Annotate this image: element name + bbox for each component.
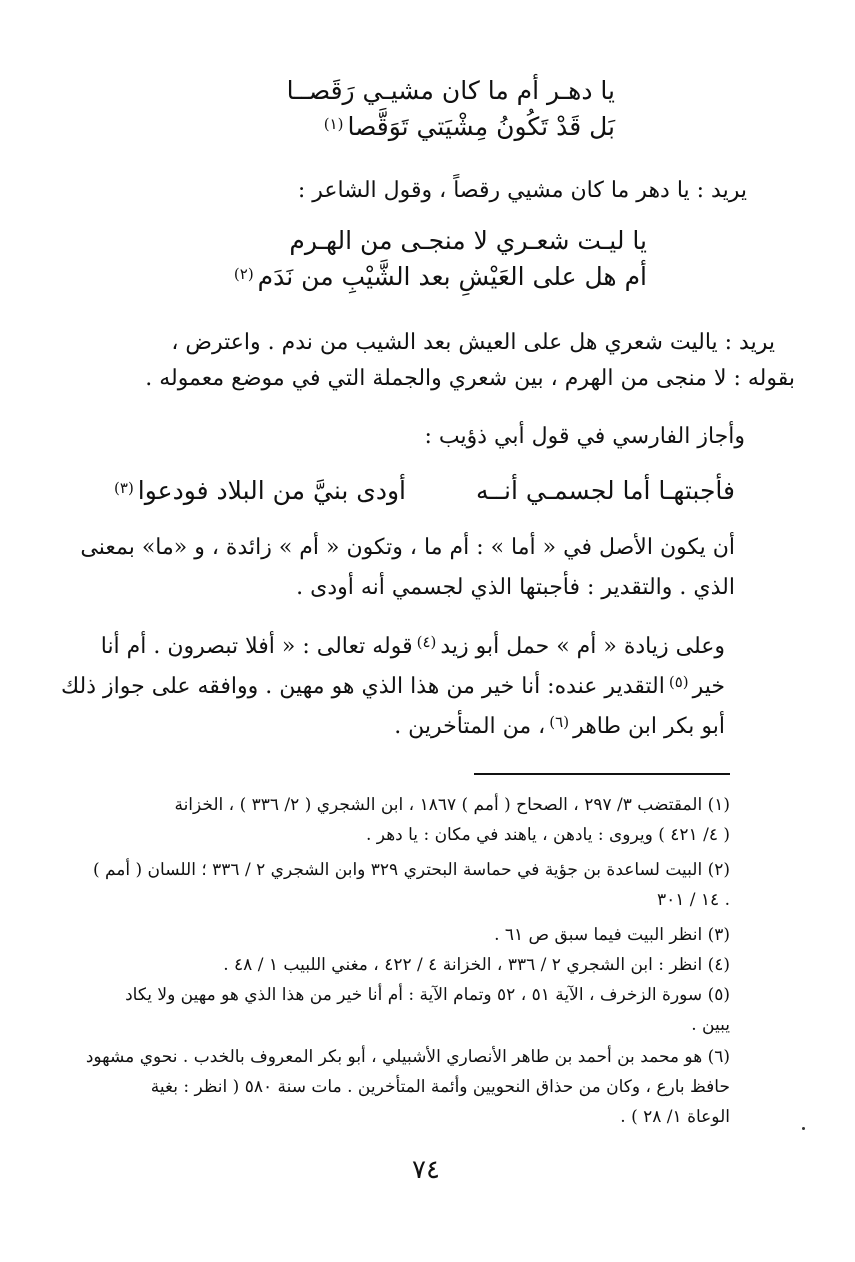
verse-3-first-hemistich: فأجبتهـا أما لجسمـي أنــه xyxy=(476,476,735,505)
footnote-text: (٤) انظر : ابن الشجري ٢ / ٣٣٦ ، الخزانة ٤ / ٤٢٢ ، مغني اللبيب ١ / ٤٨ . xyxy=(223,955,730,975)
paragraph-4-line-1 xyxy=(80,535,735,560)
verse-1-first-hemistich xyxy=(287,76,615,105)
footnote-2-line-2 xyxy=(657,890,730,910)
paragraph-4-line-2 xyxy=(296,575,735,600)
footnote-5-line-2 xyxy=(691,1015,730,1035)
footnote-2-line-1 xyxy=(93,860,730,880)
scan-speck xyxy=(802,1127,805,1130)
footnote-text: (١) المقتضب ٣/ ٢٩٧ ، الصحاح ( أمم ) ١٨٦٧ ، ابن الشجري ( ٢/ ٣٣٦ ) ، الخزانة xyxy=(174,795,730,815)
verse-text: بَل قَدْ تَكُونُ مِشْيَتي تَوَقَّصا xyxy=(347,112,615,141)
footnote-ref-4: (٤) xyxy=(416,633,437,651)
paragraph-text: بقوله : لا منجى من الهرم ، بين شعري والجملة التي في موضع معموله . xyxy=(145,366,795,391)
paragraph-text: أن يكون الأصل في « أما » : أم ما ، وتكون « أم » زائدة ، و «ما» بمعنى xyxy=(80,535,735,560)
footnote-3 xyxy=(494,925,730,945)
paragraph-1 xyxy=(298,178,747,203)
footnote-separator xyxy=(474,773,730,775)
verse-text: يا ليـت شعـري لا منجـى من الهـرم xyxy=(289,226,647,255)
footnote-ref-5: (٥) xyxy=(668,673,689,691)
verse-2-first-hemistich xyxy=(289,226,647,255)
footnote-6-line-3 xyxy=(620,1107,730,1127)
footnote-5-line-1 xyxy=(125,985,730,1005)
paragraph-text: يريد : يا دهر ما كان مشيي رقصاً ، وقول الشاعر : xyxy=(297,178,747,203)
footnote-1-line-1 xyxy=(174,795,730,815)
page-number: ٧٤ xyxy=(412,1155,440,1185)
paragraph-text: قوله تعالى : « أفلا تبصرون . أم أنا xyxy=(100,634,413,659)
footnote-text: (٦) هو محمد بن أحمد بن طاهر الأنصاري الأشبيلي ، أبو بكر المعروف بالخدب . نحوي مشهود xyxy=(85,1047,730,1067)
footnote-ref-3: (٣) xyxy=(114,479,134,497)
footnote-text: ١٤ / ٣٠١ . xyxy=(656,890,730,910)
paragraph-text: ، من المتأخرين . xyxy=(394,714,546,739)
footnote-6-line-1 xyxy=(86,1047,730,1067)
footnote-4 xyxy=(223,955,730,975)
footnote-ref-1: (١) xyxy=(323,115,344,133)
verse-2-second-hemistich xyxy=(230,262,647,291)
footnote-ref-2: (٢) xyxy=(233,265,254,283)
paragraph-text: وعلى زيادة « أم » حمل أبو زيد xyxy=(440,634,725,659)
paragraph-text: خير xyxy=(692,674,725,699)
paragraph-text: وأجاز الفارسي في قول أبي ذؤيب : xyxy=(424,424,745,449)
verse-text: أم هل على العَيْشِ بعد الشَّيْبِ من نَدَم xyxy=(257,262,647,291)
footnote-text: ( ٤/ ٤٢١ ) ويروى : يادهن ، ياهند في مكان : يا دهر . xyxy=(366,825,730,845)
paragraph-5-line-1 xyxy=(101,633,725,659)
paragraph-2-line-1 xyxy=(171,330,775,355)
footnote-text: (٣) انظر البيت فيما سبق ص ٦١ . xyxy=(494,925,730,945)
footnote-6-line-2 xyxy=(151,1077,730,1097)
verse-text: يا دهـر أم ما كان مشيـي رَقَصــا xyxy=(286,76,615,105)
paragraph-2-line-2 xyxy=(145,366,795,391)
verse-3-second-hemistich: أودى بنيَّ من البلاد فودعوا xyxy=(137,476,406,505)
footnote-ref-6: (٦) xyxy=(549,713,570,731)
footnote-text: (٢) البيت لساعدة بن جؤية في حماسة البحتري ٣٢٩ وابن الشجري ٢ / ٣٣٦ ؛ اللسان ( أمم ) xyxy=(92,860,730,880)
paragraph-5-line-2 xyxy=(61,673,725,699)
paragraph-text: الذي . والتقدير : فأجبتها الذي لجسمي أنه أودى . xyxy=(296,575,735,600)
footnote-text: حافظ بارع ، وكان من حذاق النحويين وأئمة المتأخرين . مات سنة ٥٨٠ ( انظر : بغية xyxy=(150,1077,730,1097)
paragraph-text: أبو بكر ابن طاهر xyxy=(573,714,725,739)
footnote-text: يبين . xyxy=(691,1015,730,1035)
verse-3 xyxy=(110,476,735,505)
paragraph-text: التقدير عنده: أنا خير من هذا الذي هو مهين . ووافقه على جواز ذلك xyxy=(61,674,665,699)
paragraph-text: يريد : ياليت شعري هل على العيش بعد الشيب من ندم . واعترض ، xyxy=(171,330,775,355)
paragraph-5-line-3 xyxy=(394,713,725,739)
footnote-text: الوعاة ١/ ٢٨ ) . xyxy=(620,1107,730,1127)
footnote-1-line-2 xyxy=(366,825,730,845)
footnote-text: (٥) سورة الزخرف ، الآية ٥١ ، ٥٢ وتمام الآية : أم أنا خير من هذا الذي هو مهين ولا يكاد xyxy=(125,985,730,1005)
verse-1-second-hemistich xyxy=(320,112,615,141)
paragraph-3 xyxy=(424,424,745,449)
